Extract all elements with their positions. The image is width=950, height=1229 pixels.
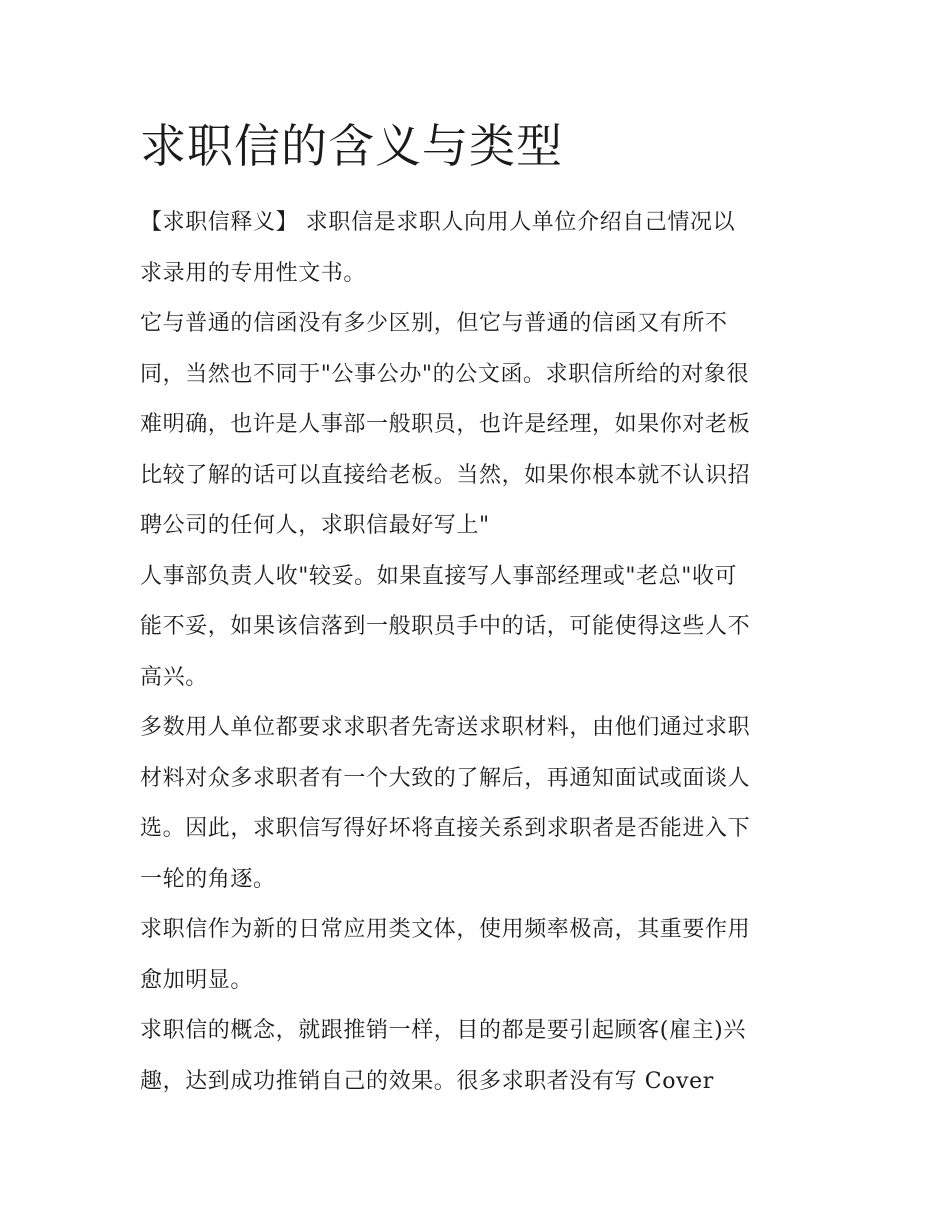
paragraph bbox=[140, 299, 815, 552]
paragraph bbox=[140, 1006, 815, 1107]
paragraph-line: 材料对众多求职者有一个大致的了解后，再通知面试或面谈人 bbox=[140, 765, 751, 791]
paragraph-line: 同，当然也不同于"公事公办"的公文函。求职信所给的对象很 bbox=[140, 361, 750, 387]
paragraph-line: 高兴。 bbox=[140, 664, 208, 690]
paragraph-line: 能不妥，如果该信落到一般职员手中的话，可能使得这些人不 bbox=[140, 614, 751, 639]
paragraph-line: 它与普通的信函没有多少区别，但它与普通的信函又有所不 bbox=[140, 311, 728, 336]
paragraph bbox=[140, 552, 815, 704]
paragraph bbox=[140, 198, 815, 299]
paragraph-line: 比较了解的话可以直接给老板。当然，如果你根本就不认识招 bbox=[140, 462, 751, 488]
document-body bbox=[140, 112, 815, 1107]
paragraph-line: 选。因此，求职信写得好坏将直接关系到求职者是否能进入下 bbox=[140, 816, 751, 841]
paragraph-line: 求职信作为新的日常应用类文体，使用频率极高，其重要作用 bbox=[140, 917, 751, 942]
paragraph-line: 愈加明显。 bbox=[140, 967, 254, 993]
paragraph-line: 一轮的角逐。 bbox=[140, 866, 276, 892]
page-title: 求职信的含义与类型 bbox=[140, 119, 563, 173]
paragraph-line: 多数用人单位都要求求职者先寄送求职材料，由他们通过求职 bbox=[140, 715, 751, 740]
paragraph-list bbox=[140, 198, 815, 1107]
paragraph-line: 聘公司的任何人，求职信最好写上" bbox=[140, 513, 490, 538]
paragraph bbox=[140, 703, 815, 905]
paragraph bbox=[140, 905, 815, 1006]
paragraph-line: 求录用的专用性文书。 bbox=[140, 260, 367, 286]
paragraph-line: 趣，达到成功推销自己的效果。很多求职者没有写 Cover bbox=[140, 1068, 714, 1094]
paragraph-line: 求职信的概念，就跟推销一样，目的都是要引起顾客(雇主)兴 bbox=[140, 1018, 746, 1043]
paragraph-line: 【求职信释义】 求职信是求职人向用人单位介绍自己情况以 bbox=[140, 210, 736, 235]
paragraph-line: 人事部负责人收"较妥。如果直接写人事部经理或"老总"收可 bbox=[140, 563, 738, 589]
paragraph-line: 难明确，也许是人事部一般职员，也许是经理，如果你对老板 bbox=[140, 412, 751, 437]
